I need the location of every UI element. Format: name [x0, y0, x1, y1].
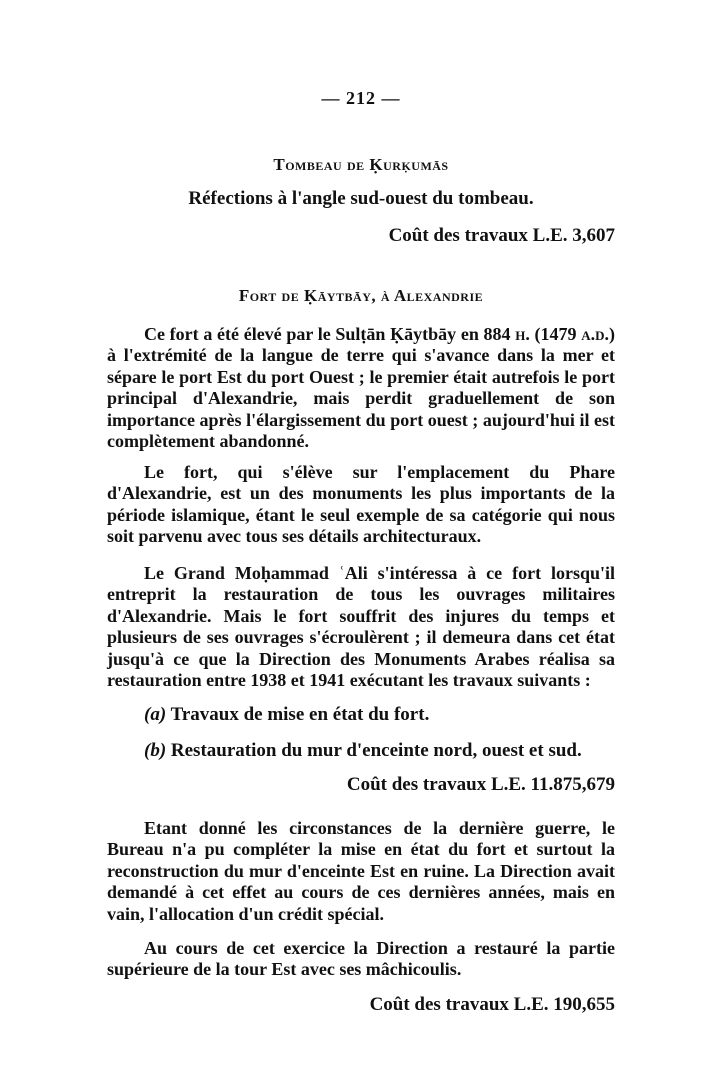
item-marker: (a): [144, 704, 167, 725]
repair-description: Réfections à l'angle sud-ouest du tombeau.: [188, 188, 534, 209]
page-number: — 212 —: [321, 88, 401, 108]
item-text: Restauration du mur d'enceinte nord, ouest et sud.: [166, 740, 582, 761]
paragraph-tower-restoration: Au cours de cet exercice la Direction a restauré la partie supérieure de la tour Est avec ses mâchicoulis.: [107, 938, 615, 980]
para1-mid: (1479: [529, 324, 582, 344]
section-heading-tomb: Tombeau de Ḳurḳumās: [273, 155, 449, 174]
item-marker: (b): [144, 740, 167, 761]
paragraph-war-circumstances: Etant donné les circonstances de la dernière guerre, le Bureau n'a pu compléter la mise en état du fort et surtout la reconstruction du mur d'enceinte Est en ruine. La Direction avait demandé à cet effet au cours de ces dernières années, mais en vain, l'allocation d'un crédit spécial.: [107, 818, 615, 924]
cost-line-tomb: Coût des travaux L.E. 3,607: [388, 225, 615, 246]
paragraph-fort-restoration: Le Grand Moḥammad ʿAli s'intéressa à ce fort lorsqu'il entreprit la restauration de tous les ouvrages militaires d'Alexandrie. Mais le fort souffrit des injures du temps et plusieurs de ses ouvrages s'écroulèrent ; il demeura dans cet état jusqu'à ce que la Direction des Monuments Arabes réalisa sa restauration entre 1938 et 1941 exécutant les travaux suivants :: [107, 563, 615, 691]
cost-line-tower: Coût des travaux L.E. 190,655: [369, 994, 615, 1015]
item-text: Travaux de mise en état du fort.: [166, 704, 430, 725]
list-item: [107, 740, 652, 762]
hijri-abbrev: h.: [515, 324, 530, 344]
list-item: [107, 704, 652, 726]
section-heading-fort: Fort de Ḳāytbāy, à Alexandrie: [238, 286, 484, 305]
para1-lead: Ce fort a été élevé par le Sulṭān Ḳāytbāy en 884: [144, 324, 516, 344]
paragraph-fort-importance: Le fort, qui s'élève sur l'emplacement du Phare d'Alexandrie, est un des monuments les plus importants de la période islamique, étant le seul exemple de sa catégorie qui nous soit parvenu avec tous ses détails architecturaux.: [107, 462, 615, 547]
paragraph-fort-history: [107, 324, 615, 452]
cost-line-fort-works: Coût des travaux L.E. 11.875,679: [346, 774, 615, 795]
para1-rest: ) à l'extrémité de la langue de terre qui s'avance dans la mer et sépare le port Est du port Ouest ; le premier était autrefois le port principal d'Alexandrie, mais perdit graduellement de son importance après l'élargissement du port ouest ; aujourd'hui il est complètement abandonné.: [107, 324, 616, 452]
ad-abbrev: a.d.: [581, 324, 610, 344]
